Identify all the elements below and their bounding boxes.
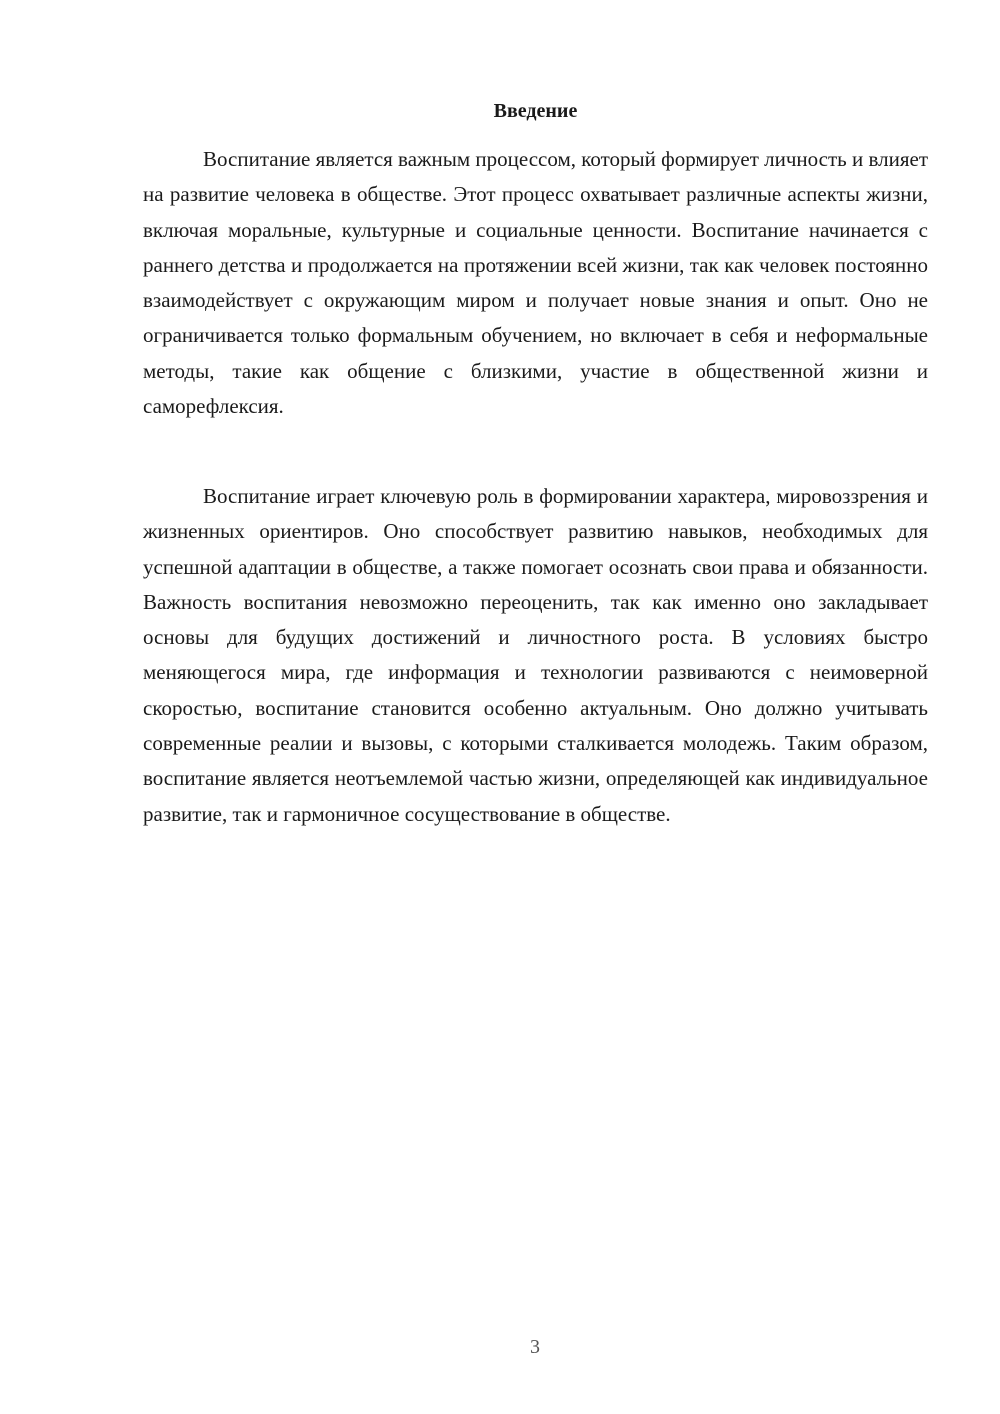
page-number: 3 [530,1336,540,1358]
paragraph-1: Воспитание является важным процессом, который формирует личность и влияет на развитие человека в обществе. Этот процесс охватывает различные аспекты жизни, включая моральные, культурные и социальные ценности. Воспитание начинается с раннего детства и продолжается на протяжении всей жизни, так как человек постоянно взаимодействует с окружающим миром и получает новые знания и опыт. Оно не ограничивается только формальным обучением, но включает в себя и неформальные методы, такие как общение с близкими, участие в общественной жизни и саморефлексия. [143,147,928,419]
paragraph-2: Воспитание играет ключевую роль в формировании характера, мировоззрения и жизненных ориентиров. Оно способствует развитию навыков, необходимых для успешной адаптации в обществе, а также помогает осознать свои права и обязанности. Важность воспитания невозможно переоценить, так как именно оно закладывает основы для будущих достижений и личностного роста. В условиях быстро меняющегося мира, где информация и технологии развиваются с неимоверной скоростью, воспитание становится особенно актуальным. Оно должно учитывать современные реалии и вызовы, с которыми сталкивается молодежь. Таким образом, воспитание является неотъемлемой частью жизни, определяющей как индивидуальное развитие, так и гармоничное сосуществование в обществе. [143,484,928,826]
section-heading: Введение [493,100,578,122]
